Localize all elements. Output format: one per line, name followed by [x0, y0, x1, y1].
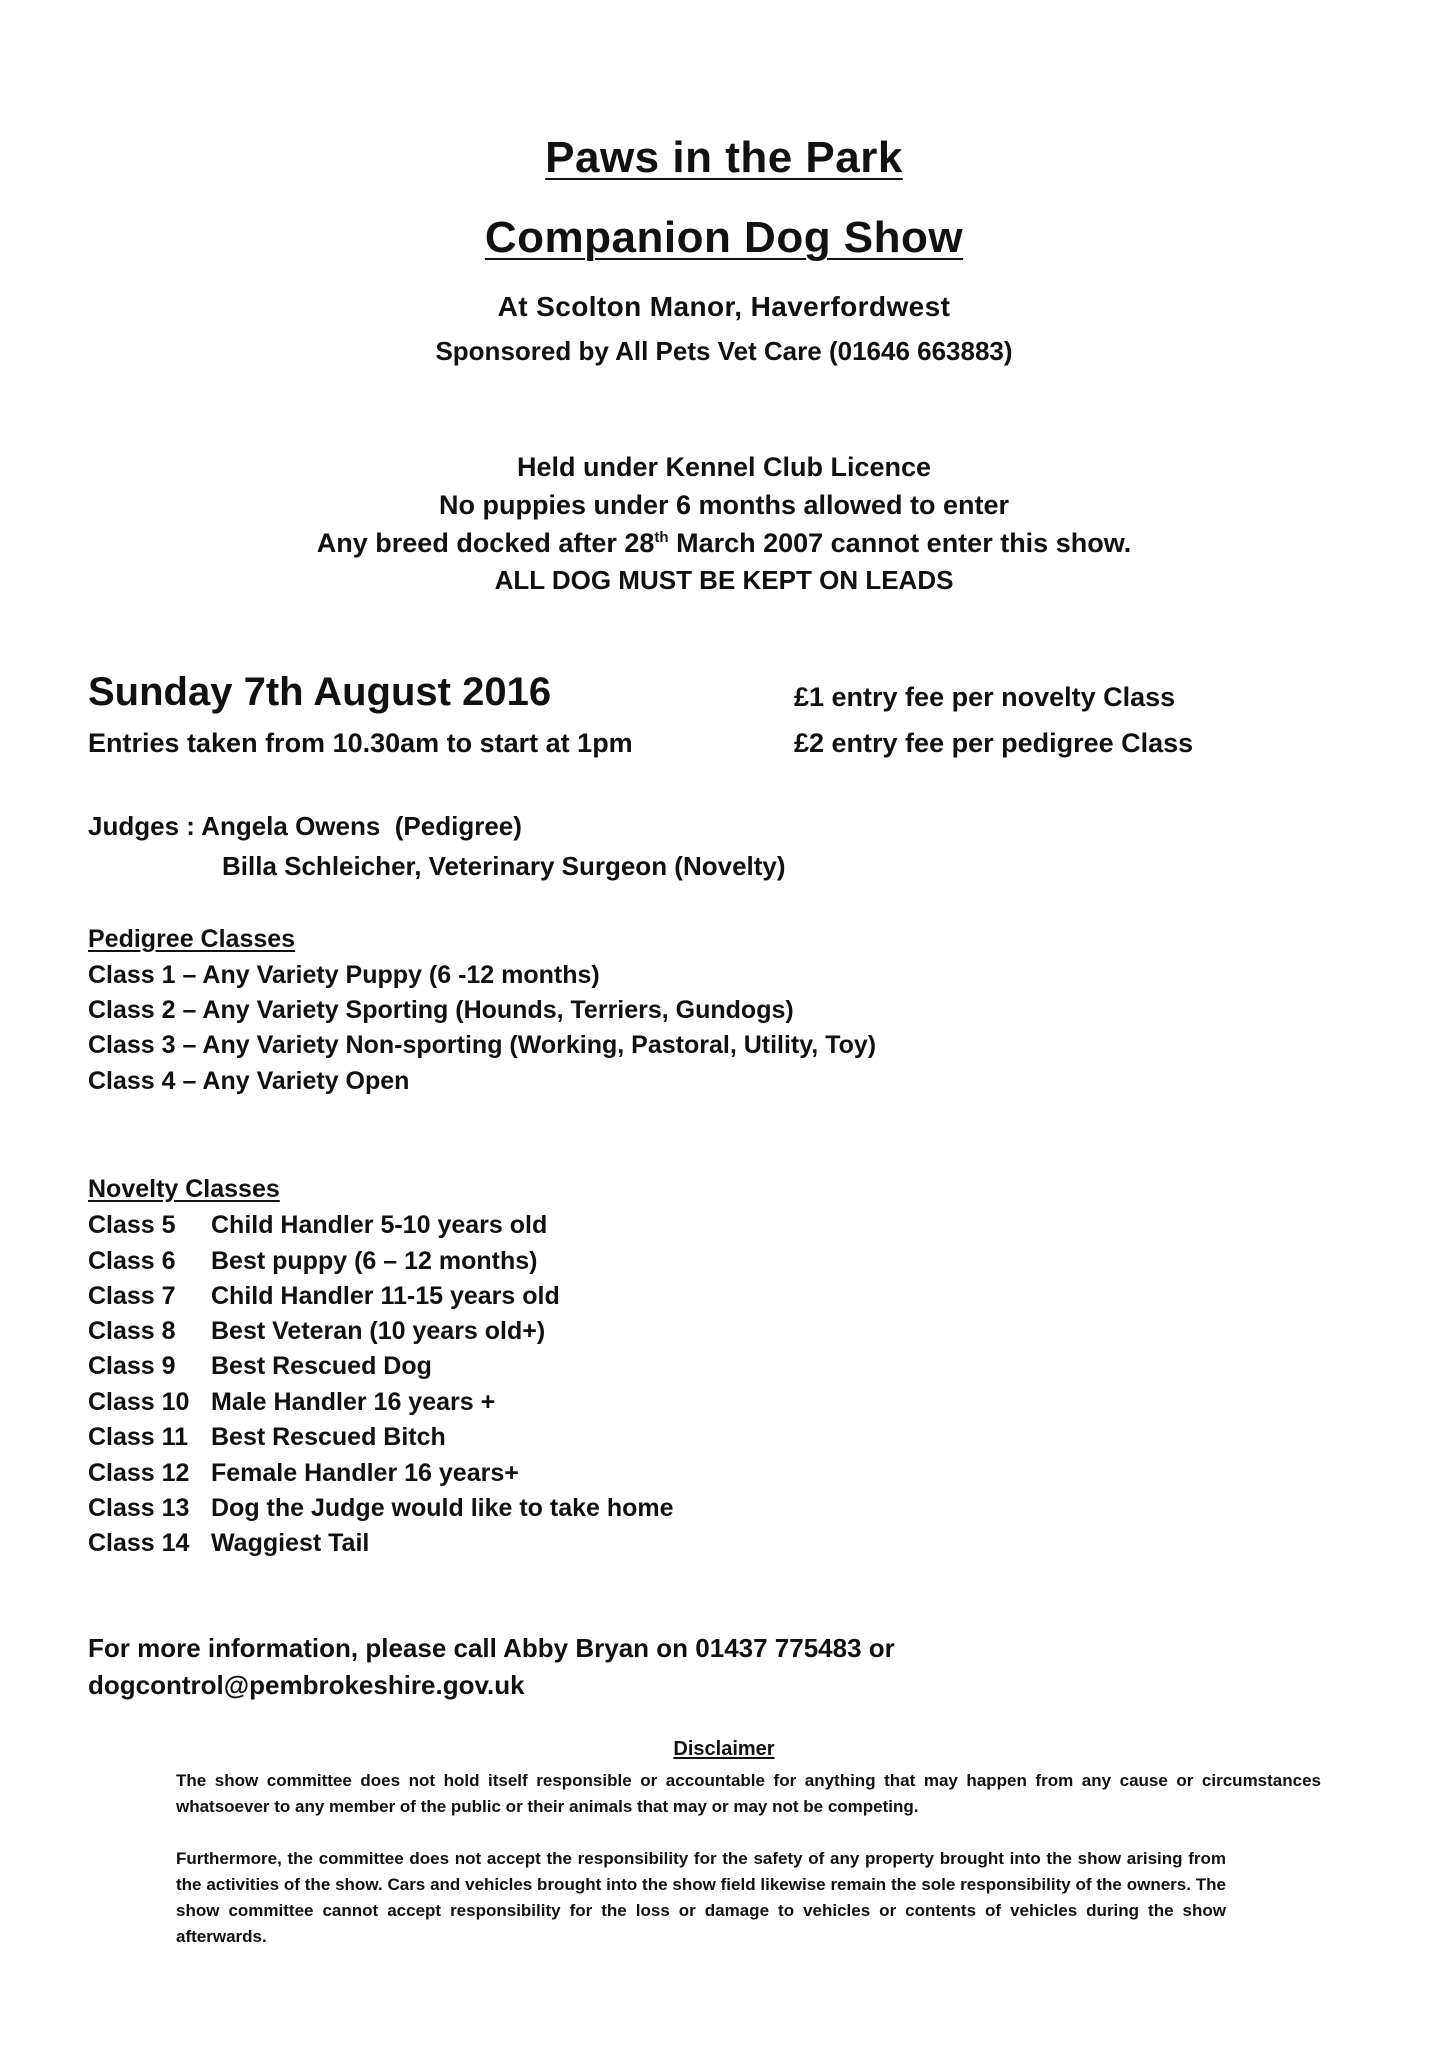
licence-rule: Held under Kennel Club Licence: [516, 452, 932, 482]
class-name: Best puppy (6 – 12 months): [211, 1247, 538, 1275]
class-number: Class 11: [88, 1423, 189, 1451]
novelty-class-14: [88, 1529, 369, 1558]
class-number: Class 8: [88, 1317, 176, 1345]
class-number: Class 5: [88, 1211, 176, 1239]
novelty-class-5: [88, 1211, 547, 1240]
judges-line-1: [88, 811, 522, 842]
leads-rule: ALL DOG MUST BE KEPT ON LEADS: [494, 565, 954, 595]
class-name: Best Veteran (10 years old+): [211, 1317, 546, 1345]
pedigree-heading: Pedigree Classes: [88, 925, 296, 953]
class-name: Best Rescued Dog: [211, 1352, 432, 1380]
disclaimer-paragraph-1: The show committee does not hold itself responsible or accountable for anything that may happen from any cause or circumstances whatsoever to any member of the public or their animals that may or may not be competing.: [176, 1771, 1321, 1816]
pedigree-fee: £2 entry fee per pedigree Class: [794, 728, 1194, 758]
novelty-class-13: [88, 1494, 674, 1523]
class-name: Female Handler 16 years+: [211, 1459, 519, 1487]
class-name: Dog the Judge would like to take home: [211, 1494, 674, 1522]
novelty-class-11: [88, 1423, 446, 1452]
class-number: Class 13: [88, 1494, 190, 1522]
class-number: Class 6: [88, 1247, 176, 1275]
novelty-class-7: [88, 1282, 560, 1311]
disclaimer-heading: Disclaimer: [673, 1738, 775, 1760]
judge-1: Angela Owens (Pedigree): [201, 811, 522, 841]
class-name: Child Handler 11-15 years old: [211, 1282, 560, 1310]
class-number: Class 12: [88, 1459, 190, 1487]
class-number: Class 10: [88, 1388, 190, 1416]
novelty-class-12: [88, 1459, 519, 1488]
docked-rule-text: Any breed docked after 28: [316, 528, 655, 558]
pedigree-class-1: Class 1 – Any Variety Puppy (6 -12 months): [88, 961, 600, 989]
location: At Scolton Manor, Haverfordwest: [497, 291, 951, 322]
class-number: Class 14: [88, 1529, 190, 1557]
class-name: Child Handler 5-10 years old: [211, 1211, 548, 1239]
judges-label: Judges: [88, 811, 180, 841]
novelty-heading: Novelty Classes: [88, 1175, 280, 1203]
sponsor: Sponsored by All Pets Vet Care (01646 663883): [435, 336, 1013, 366]
judges-separator: :: [179, 811, 202, 841]
title-line-1: Paws in the Park: [545, 133, 903, 182]
pedigree-class-3: Class 3 – Any Variety Non-sporting (Working, Pastoral, Utility, Toy): [88, 1031, 877, 1059]
class-name: Male Handler 16 years +: [211, 1388, 496, 1416]
novelty-class-10: [88, 1388, 495, 1417]
docked-rule-sup: th: [654, 529, 669, 546]
novelty-fee: £1 entry fee per novelty Class: [794, 682, 1176, 712]
pedigree-class-2: Class 2 – Any Variety Sporting (Hounds, Terriers, Gundogs): [88, 996, 794, 1024]
class-name: Waggiest Tail: [211, 1529, 370, 1557]
contact-line-1: For more information, please call Abby Bryan on 01437 775483 or: [88, 1633, 895, 1663]
docked-rule-text-end: March 2007 cannot enter this show.: [668, 528, 1132, 558]
judge-2: Billa Schleicher, Veterinary Surgeon (Novelty): [222, 851, 786, 881]
novelty-class-8: [88, 1317, 545, 1346]
docked-rule: [0, 528, 1448, 559]
pedigree-class-4: Class 4 – Any Variety Open: [88, 1067, 410, 1095]
class-number: Class 9: [88, 1352, 176, 1380]
class-name: Best Rescued Bitch: [211, 1423, 446, 1451]
disclaimer-paragraph-2: Furthermore, the committee does not accept the responsibility for the safety of any property brought into the show arising from the activities of the show. Cars and vehicles brought into the show field likewise remain the sole responsibility of the owners. The show committee cannot accept responsibility for the loss or damage to vehicles or contents of vehicles during the show afterwards.: [176, 1849, 1226, 1946]
title-line-2: Companion Dog Show: [484, 213, 964, 262]
entries-time: Entries taken from 10.30am to start at 1pm: [88, 728, 633, 758]
novelty-class-9: [88, 1352, 432, 1381]
class-number: Class 7: [88, 1282, 176, 1310]
contact-email: dogcontrol@pembrokeshire.gov.uk: [88, 1670, 525, 1700]
event-date: Sunday 7th August 2016: [88, 670, 552, 714]
novelty-class-6: [88, 1247, 537, 1276]
puppies-rule: No puppies under 6 months allowed to enter: [438, 490, 1010, 520]
